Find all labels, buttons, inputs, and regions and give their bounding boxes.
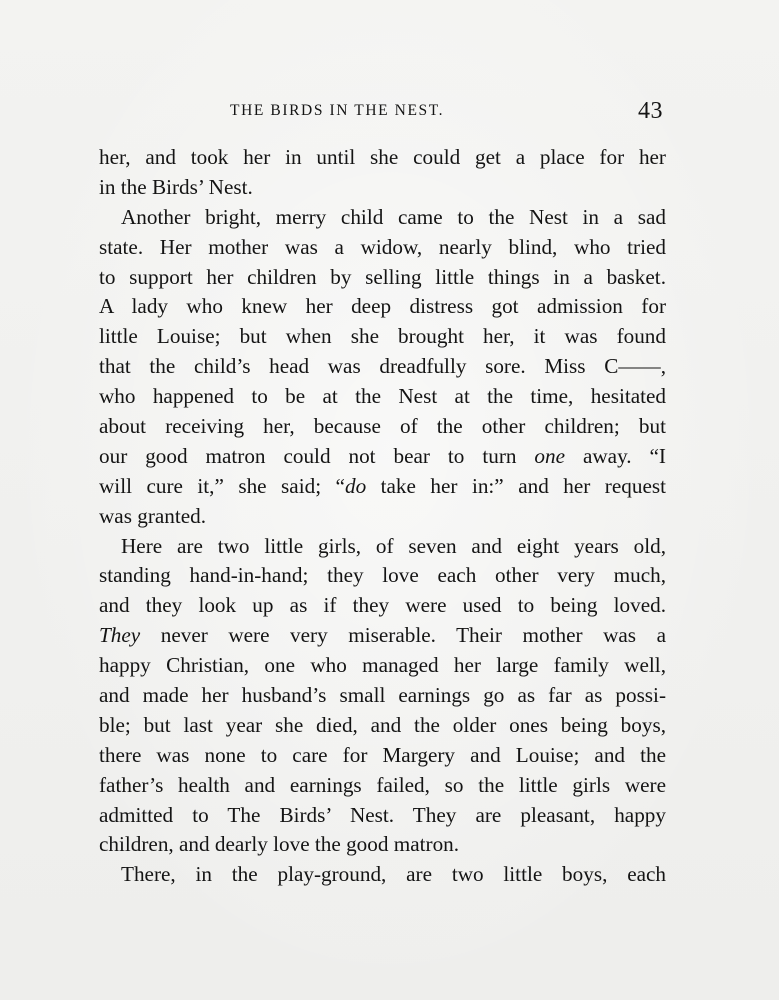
text-line: who happened to be at the Nest at the time, hesitated [99, 384, 666, 409]
text-line: was granted. [99, 503, 207, 528]
text-line: A lady who knew her deep distress got admission for [99, 294, 666, 319]
paragraph-start-line: Another bright, merry child came to the Nest in a sad [121, 204, 666, 229]
paragraph-start-line: There, in the play-ground, are two little boys, each [121, 862, 666, 887]
text-line: that the child’s head was dreadfully sore. Miss C——, [99, 354, 666, 379]
text-line: children, and dearly love the good matron. [99, 832, 460, 857]
italic-emphasis: one [534, 443, 566, 468]
italic-emphasis: They [99, 623, 141, 648]
text-line: our good matron could not bear to turn one away. “I [99, 443, 666, 468]
text-line: there was none to care for Margery and Louise; and the [99, 742, 666, 767]
text-line: father’s health and earnings failed, so the little girls were [99, 772, 666, 797]
text-line: little Louise; but when she brought her, it was found [99, 324, 666, 349]
text-line: her, and took her in until she could get a place for her [99, 145, 666, 169]
running-head [100, 98, 665, 134]
text-line: state. Her mother was a widow, nearly blind, who tried [99, 234, 666, 259]
text-line: happy Christian, one who managed her large family well, [99, 653, 666, 678]
text-line: and they look up as if they were used to being loved. [99, 593, 666, 618]
text-line: about receiving her, because of the other children; but [99, 414, 666, 439]
text-line: and made her husband’s small earnings go as far as possi- [99, 683, 666, 708]
text-line: will cure it,” she said; “do take her in:” and her request [99, 473, 666, 498]
paragraph-start-line: Here are two little girls, of seven and eight years old, [121, 533, 666, 558]
text-line: to support her children by selling little things in a basket. [99, 264, 666, 289]
text-line: in the Birds’ Nest. [99, 174, 253, 199]
text-line: ble; but last year she died, and the older ones being boys, [99, 712, 666, 737]
body-text [99, 143, 666, 890]
text-line: admitted to The Birds’ Nest. They are pleasant, happy [99, 802, 666, 827]
text-line: They never were very miserable. Their mother was a [99, 623, 666, 648]
running-title: THE BIRDS IN THE NEST. [230, 102, 445, 119]
page-number: 43 [638, 98, 663, 124]
text-line: standing hand-in-hand; they love each other very much, [99, 563, 666, 588]
italic-emphasis: do [344, 473, 367, 498]
